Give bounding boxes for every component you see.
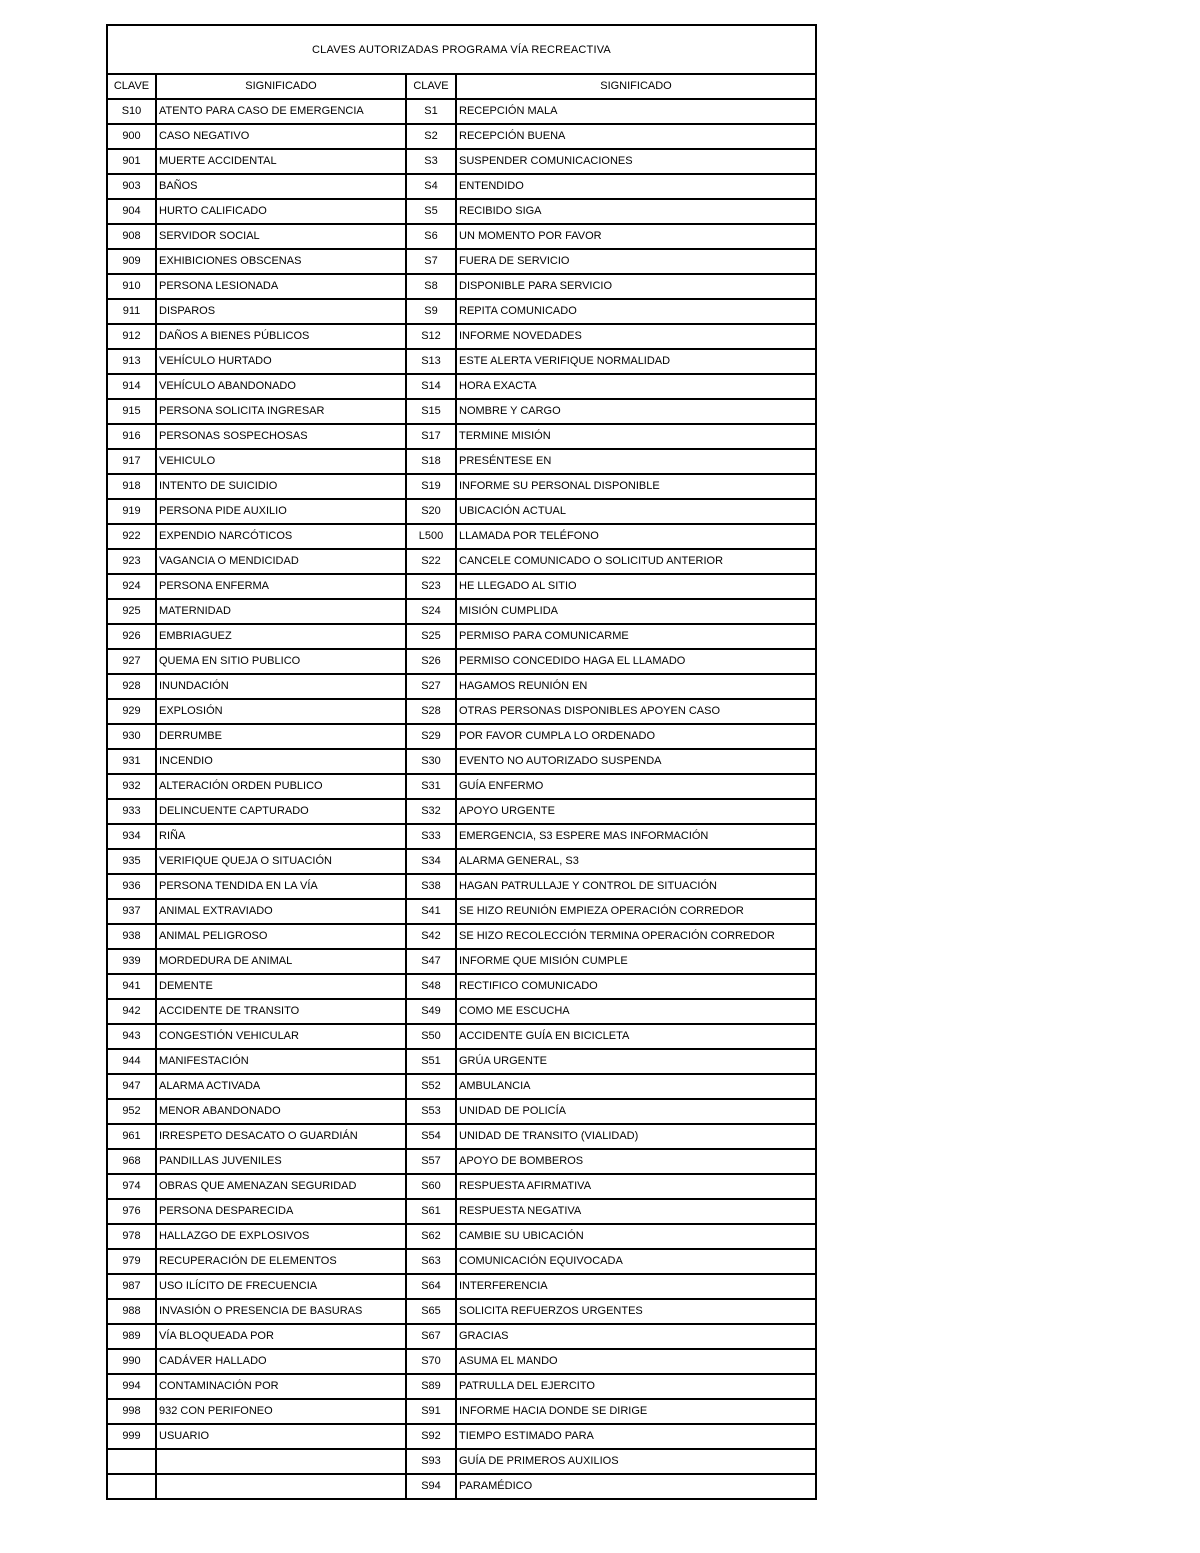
meaning-left: MATERNIDAD: [156, 599, 406, 624]
meaning-left: QUEMA EN SITIO PUBLICO: [156, 649, 406, 674]
meaning-right: EMERGENCIA, S3 ESPERE MAS INFORMACIÓN: [456, 824, 815, 849]
code-left: 994: [108, 1374, 156, 1399]
header-clave-2: CLAVE: [406, 75, 456, 99]
code-left: 901: [108, 149, 156, 174]
code-right: S33: [406, 824, 456, 849]
meaning-left: BAÑOS: [156, 174, 406, 199]
code-right: S20: [406, 499, 456, 524]
meaning-right: RECEPCIÓN MALA: [456, 99, 815, 124]
code-right: S54: [406, 1124, 456, 1149]
meaning-right: MISIÓN CUMPLIDA: [456, 599, 815, 624]
code-left: 923: [108, 549, 156, 574]
meaning-left: IRRESPETO DESACATO O GUARDIÁN: [156, 1124, 406, 1149]
code-left: 941: [108, 974, 156, 999]
meaning-right: HAGAN PATRULLAJE Y CONTROL DE SITUACIÓN: [456, 874, 815, 899]
meaning-left: EXPLOSIÓN: [156, 699, 406, 724]
code-right: S32: [406, 799, 456, 824]
meaning-right: RECTIFICO COMUNICADO: [456, 974, 815, 999]
meaning-left: VERIFIQUE QUEJA O SITUACIÓN: [156, 849, 406, 874]
table-row: [108, 1049, 815, 1074]
code-right: S30: [406, 749, 456, 774]
code-left: 938: [108, 924, 156, 949]
code-right: S26: [406, 649, 456, 674]
code-left: 979: [108, 1249, 156, 1274]
meaning-left: INVASIÓN O PRESENCIA DE BASURAS: [156, 1299, 406, 1324]
code-right: S9: [406, 299, 456, 324]
sheet-title: CLAVES AUTORIZADAS PROGRAMA VÍA RECREACTIVA: [108, 26, 815, 75]
table-row: [108, 1399, 815, 1424]
table-row: [108, 99, 815, 124]
table-body: [108, 99, 815, 1498]
code-left: [108, 1449, 156, 1474]
meaning-left: MORDEDURA DE ANIMAL: [156, 949, 406, 974]
meaning-right: GRACIAS: [456, 1324, 815, 1349]
code-right: S18: [406, 449, 456, 474]
meaning-left: MENOR ABANDONADO: [156, 1099, 406, 1124]
code-right: S13: [406, 349, 456, 374]
meaning-left: VEHÍCULO ABANDONADO: [156, 374, 406, 399]
code-right: S24: [406, 599, 456, 624]
code-right: S63: [406, 1249, 456, 1274]
meaning-right: REPITA COMUNICADO: [456, 299, 815, 324]
meaning-right: SUSPENDER COMUNICACIONES: [456, 149, 815, 174]
code-left: 903: [108, 174, 156, 199]
meaning-left: ALTERACIÓN ORDEN PUBLICO: [156, 774, 406, 799]
code-left: 933: [108, 799, 156, 824]
code-right: S42: [406, 924, 456, 949]
meaning-right: DISPONIBLE PARA SERVICIO: [456, 274, 815, 299]
meaning-right: GUÍA DE PRIMEROS AUXILIOS: [456, 1449, 815, 1474]
code-right: L500: [406, 524, 456, 549]
meaning-right: TERMINE MISIÓN: [456, 424, 815, 449]
code-right: S25: [406, 624, 456, 649]
code-left: 939: [108, 949, 156, 974]
code-left: 914: [108, 374, 156, 399]
code-left: 961: [108, 1124, 156, 1149]
table-row: [108, 1449, 815, 1474]
code-right: S19: [406, 474, 456, 499]
meaning-right: RECEPCIÓN BUENA: [456, 124, 815, 149]
code-right: S14: [406, 374, 456, 399]
code-right: S48: [406, 974, 456, 999]
code-left: 978: [108, 1224, 156, 1249]
table-row: [108, 499, 815, 524]
code-right: S7: [406, 249, 456, 274]
header-row: [108, 75, 815, 99]
table-row: [108, 849, 815, 874]
meaning-left: EXHIBICIONES OBSCENAS: [156, 249, 406, 274]
table-row: [108, 174, 815, 199]
meaning-right: SE HIZO RECOLECCIÓN TERMINA OPERACIÓN CORREDOR: [456, 924, 815, 949]
meaning-left: PERSONA PIDE AUXILIO: [156, 499, 406, 524]
meaning-right: RESPUESTA AFIRMATIVA: [456, 1174, 815, 1199]
meaning-left: PERSONA ENFERMA: [156, 574, 406, 599]
meaning-right: OTRAS PERSONAS DISPONIBLES APOYEN CASO: [456, 699, 815, 724]
table-row: [108, 324, 815, 349]
table-row: [108, 524, 815, 549]
meaning-right: UBICACIÓN ACTUAL: [456, 499, 815, 524]
table-row: [108, 574, 815, 599]
code-left: 931: [108, 749, 156, 774]
meaning-left: RECUPERACIÓN DE ELEMENTOS: [156, 1249, 406, 1274]
meaning-right: ACCIDENTE GUÍA EN BICICLETA: [456, 1024, 815, 1049]
meaning-left: CONTAMINACIÓN POR: [156, 1374, 406, 1399]
meaning-left: PERSONA LESIONADA: [156, 274, 406, 299]
meaning-right: HORA EXACTA: [456, 374, 815, 399]
meaning-right: HE LLEGADO AL SITIO: [456, 574, 815, 599]
table-row: [108, 949, 815, 974]
code-left: 935: [108, 849, 156, 874]
meaning-left: DAÑOS A BIENES PÚBLICOS: [156, 324, 406, 349]
table-row: [108, 674, 815, 699]
table-row: [108, 474, 815, 499]
table-row: [108, 424, 815, 449]
meaning-left: DEMENTE: [156, 974, 406, 999]
code-left: 934: [108, 824, 156, 849]
code-left: 987: [108, 1274, 156, 1299]
code-right: S62: [406, 1224, 456, 1249]
meaning-right: NOMBRE Y CARGO: [456, 399, 815, 424]
code-left: 911: [108, 299, 156, 324]
meaning-right: INTERFERENCIA: [456, 1274, 815, 1299]
code-right: S53: [406, 1099, 456, 1124]
code-left: 913: [108, 349, 156, 374]
code-right: S22: [406, 549, 456, 574]
meaning-right: UNIDAD DE POLICÍA: [456, 1099, 815, 1124]
code-left: 988: [108, 1299, 156, 1324]
code-left: 944: [108, 1049, 156, 1074]
code-left: 900: [108, 124, 156, 149]
meaning-right: UNIDAD DE TRANSITO (VIALIDAD): [456, 1124, 815, 1149]
meaning-left: CASO NEGATIVO: [156, 124, 406, 149]
meaning-left: VÍA BLOQUEADA POR: [156, 1324, 406, 1349]
meaning-left: DERRUMBE: [156, 724, 406, 749]
meaning-left: DISPAROS: [156, 299, 406, 324]
table-row: [108, 1374, 815, 1399]
meaning-right: POR FAVOR CUMPLA LO ORDENADO: [456, 724, 815, 749]
code-right: S51: [406, 1049, 456, 1074]
code-left: 922: [108, 524, 156, 549]
code-right: S67: [406, 1324, 456, 1349]
code-left: 976: [108, 1199, 156, 1224]
meaning-left: INTENTO DE SUICIDIO: [156, 474, 406, 499]
meaning-right: PERMISO CONCEDIDO HAGA EL LLAMADO: [456, 649, 815, 674]
code-right: S60: [406, 1174, 456, 1199]
meaning-right: UN MOMENTO POR FAVOR: [456, 224, 815, 249]
table-row: [108, 1274, 815, 1299]
code-right: S91: [406, 1399, 456, 1424]
meaning-left: MUERTE ACCIDENTAL: [156, 149, 406, 174]
meaning-left: INCENDIO: [156, 749, 406, 774]
code-right: S1: [406, 99, 456, 124]
code-left: 910: [108, 274, 156, 299]
table-row: [108, 749, 815, 774]
table-row: [108, 874, 815, 899]
meaning-left: [156, 1449, 406, 1474]
code-left: 912: [108, 324, 156, 349]
meaning-left: CADÁVER HALLADO: [156, 1349, 406, 1374]
code-right: S5: [406, 199, 456, 224]
code-right: S41: [406, 899, 456, 924]
meaning-left: HURTO CALIFICADO: [156, 199, 406, 224]
code-left: 937: [108, 899, 156, 924]
code-left: 974: [108, 1174, 156, 1199]
meaning-left: ACCIDENTE DE TRANSITO: [156, 999, 406, 1024]
table-row: [108, 199, 815, 224]
code-right: S6: [406, 224, 456, 249]
meaning-right: FUERA DE SERVICIO: [456, 249, 815, 274]
table-row: [108, 699, 815, 724]
meaning-left: CONGESTIÓN VEHICULAR: [156, 1024, 406, 1049]
code-left: 919: [108, 499, 156, 524]
meaning-left: EXPENDIO NARCÓTICOS: [156, 524, 406, 549]
meaning-left: PERSONA TENDIDA EN LA VÍA: [156, 874, 406, 899]
code-right: S4: [406, 174, 456, 199]
table-row: [108, 1199, 815, 1224]
code-right: S23: [406, 574, 456, 599]
table-row: [108, 1124, 815, 1149]
table-row: [108, 599, 815, 624]
table-row: [108, 1024, 815, 1049]
meaning-left: 932 CON PERIFONEO: [156, 1399, 406, 1424]
table-row: [108, 1074, 815, 1099]
meaning-left: USO ILÍCITO DE FRECUENCIA: [156, 1274, 406, 1299]
meaning-right: RESPUESTA NEGATIVA: [456, 1199, 815, 1224]
meaning-left: OBRAS QUE AMENAZAN SEGURIDAD: [156, 1174, 406, 1199]
code-right: S50: [406, 1024, 456, 1049]
table-row: [108, 974, 815, 999]
meaning-right: INFORME SU PERSONAL DISPONIBLE: [456, 474, 815, 499]
code-right: S64: [406, 1274, 456, 1299]
table-row: [108, 1149, 815, 1174]
meaning-right: RECIBIDO SIGA: [456, 199, 815, 224]
meaning-left: HALLAZGO DE EXPLOSIVOS: [156, 1224, 406, 1249]
code-right: S52: [406, 1074, 456, 1099]
meaning-right: COMUNICACIÓN EQUIVOCADA: [456, 1249, 815, 1274]
table-row: [108, 724, 815, 749]
meaning-right: TIEMPO ESTIMADO PARA: [456, 1424, 815, 1449]
table-row: [108, 1224, 815, 1249]
table-row: [108, 299, 815, 324]
code-right: S70: [406, 1349, 456, 1374]
meaning-right: INFORME HACIA DONDE SE DIRIGE: [456, 1399, 815, 1424]
code-left: 930: [108, 724, 156, 749]
meaning-left: PANDILLAS JUVENILES: [156, 1149, 406, 1174]
table-row: [108, 774, 815, 799]
header-significado-1: SIGNIFICADO: [156, 75, 406, 99]
code-left: 998: [108, 1399, 156, 1424]
code-left: 904: [108, 199, 156, 224]
meaning-right: LLAMADA POR TELÉFONO: [456, 524, 815, 549]
table-row: [108, 799, 815, 824]
code-left: 990: [108, 1349, 156, 1374]
code-left: 952: [108, 1099, 156, 1124]
code-left: 928: [108, 674, 156, 699]
table-row: [108, 1249, 815, 1274]
code-left: 915: [108, 399, 156, 424]
table-row: [108, 149, 815, 174]
code-right: S34: [406, 849, 456, 874]
meaning-right: HAGAMOS REUNIÓN EN: [456, 674, 815, 699]
meaning-left: ANIMAL EXTRAVIADO: [156, 899, 406, 924]
meaning-left: PERSONA DESPARECIDA: [156, 1199, 406, 1224]
code-left: 968: [108, 1149, 156, 1174]
code-right: S2: [406, 124, 456, 149]
code-left: 929: [108, 699, 156, 724]
code-left: [108, 1474, 156, 1498]
table-row: [108, 274, 815, 299]
meaning-right: EVENTO NO AUTORIZADO SUSPENDA: [456, 749, 815, 774]
table-row: [108, 1299, 815, 1324]
code-left: 917: [108, 449, 156, 474]
meaning-right: GUÍA ENFERMO: [456, 774, 815, 799]
table-row: [108, 624, 815, 649]
code-left: 999: [108, 1424, 156, 1449]
meaning-right: COMO ME ESCUCHA: [456, 999, 815, 1024]
meaning-left: SERVIDOR SOCIAL: [156, 224, 406, 249]
meaning-right: CAMBIE SU UBICACIÓN: [456, 1224, 815, 1249]
code-left: 908: [108, 224, 156, 249]
meaning-right: INFORME NOVEDADES: [456, 324, 815, 349]
table-row: [108, 1099, 815, 1124]
meaning-left: RIÑA: [156, 824, 406, 849]
table-row: [108, 1424, 815, 1449]
meaning-right: CANCELE COMUNICADO O SOLICITUD ANTERIOR: [456, 549, 815, 574]
code-right: S3: [406, 149, 456, 174]
code-left: 918: [108, 474, 156, 499]
meaning-right: SE HIZO REUNIÓN EMPIEZA OPERACIÓN CORREDOR: [456, 899, 815, 924]
code-left: 947: [108, 1074, 156, 1099]
meaning-left: USUARIO: [156, 1424, 406, 1449]
table-row: [108, 449, 815, 474]
meaning-right: ALARMA GENERAL, S3: [456, 849, 815, 874]
code-left: 932: [108, 774, 156, 799]
code-right: S47: [406, 949, 456, 974]
meaning-right: SOLICITA REFUERZOS URGENTES: [456, 1299, 815, 1324]
code-left: 936: [108, 874, 156, 899]
table-row: [108, 124, 815, 149]
meaning-left: PERSONA SOLICITA INGRESAR: [156, 399, 406, 424]
meaning-right: ESTE ALERTA VERIFIQUE NORMALIDAD: [456, 349, 815, 374]
code-right: S15: [406, 399, 456, 424]
codes-sheet: [106, 24, 817, 1500]
table-row: [108, 899, 815, 924]
table-row: [108, 824, 815, 849]
meaning-right: APOYO DE BOMBEROS: [456, 1149, 815, 1174]
table-row: [108, 924, 815, 949]
meaning-left: VEHÍCULO HURTADO: [156, 349, 406, 374]
meaning-right: INFORME QUE MISIÓN CUMPLE: [456, 949, 815, 974]
meaning-right: PERMISO PARA COMUNICARME: [456, 624, 815, 649]
table-row: [108, 999, 815, 1024]
code-right: S57: [406, 1149, 456, 1174]
code-left: S10: [108, 99, 156, 124]
meaning-left: EMBRIAGUEZ: [156, 624, 406, 649]
table-row: [108, 1324, 815, 1349]
meaning-left: PERSONAS SOSPECHOSAS: [156, 424, 406, 449]
code-left: 943: [108, 1024, 156, 1049]
codes-table: [108, 75, 815, 1498]
meaning-left: VAGANCIA O MENDICIDAD: [156, 549, 406, 574]
code-left: 925: [108, 599, 156, 624]
meaning-left: ALARMA ACTIVADA: [156, 1074, 406, 1099]
table-row: [108, 549, 815, 574]
table-row: [108, 374, 815, 399]
meaning-left: MANIFESTACIÓN: [156, 1049, 406, 1074]
code-left: 926: [108, 624, 156, 649]
code-right: S61: [406, 1199, 456, 1224]
code-right: S38: [406, 874, 456, 899]
meaning-left: INUNDACIÓN: [156, 674, 406, 699]
code-right: S94: [406, 1474, 456, 1498]
meaning-left: ATENTO PARA CASO DE EMERGENCIA: [156, 99, 406, 124]
code-right: S17: [406, 424, 456, 449]
meaning-right: APOYO URGENTE: [456, 799, 815, 824]
table-row: [108, 224, 815, 249]
meaning-right: PRESÉNTESE EN: [456, 449, 815, 474]
meaning-right: PATRULLA DEL EJERCITO: [456, 1374, 815, 1399]
code-left: 942: [108, 999, 156, 1024]
table-row: [108, 1174, 815, 1199]
code-left: 927: [108, 649, 156, 674]
code-right: S92: [406, 1424, 456, 1449]
code-right: S49: [406, 999, 456, 1024]
meaning-left: DELINCUENTE CAPTURADO: [156, 799, 406, 824]
code-left: 909: [108, 249, 156, 274]
code-left: 924: [108, 574, 156, 599]
code-right: S8: [406, 274, 456, 299]
table-row: [108, 349, 815, 374]
code-left: 989: [108, 1324, 156, 1349]
meaning-right: GRÚA URGENTE: [456, 1049, 815, 1074]
code-right: S65: [406, 1299, 456, 1324]
code-right: S12: [406, 324, 456, 349]
meaning-left: [156, 1474, 406, 1498]
header-clave-1: CLAVE: [108, 75, 156, 99]
meaning-right: AMBULANCIA: [456, 1074, 815, 1099]
header-significado-2: SIGNIFICADO: [456, 75, 815, 99]
code-right: S31: [406, 774, 456, 799]
code-right: S93: [406, 1449, 456, 1474]
table-row: [108, 399, 815, 424]
meaning-right: ASUMA EL MANDO: [456, 1349, 815, 1374]
code-right: S28: [406, 699, 456, 724]
meaning-right: ENTENDIDO: [456, 174, 815, 199]
table-row: [108, 249, 815, 274]
meaning-left: ANIMAL PELIGROSO: [156, 924, 406, 949]
code-left: 916: [108, 424, 156, 449]
table-row: [108, 1349, 815, 1374]
meaning-right: PARAMÉDICO: [459, 1480, 533, 1492]
code-right: S29: [406, 724, 456, 749]
code-right: S27: [406, 674, 456, 699]
table-row: [108, 649, 815, 674]
table-row: [108, 1474, 815, 1498]
meaning-left: VEHICULO: [156, 449, 406, 474]
code-right: S89: [406, 1374, 456, 1399]
